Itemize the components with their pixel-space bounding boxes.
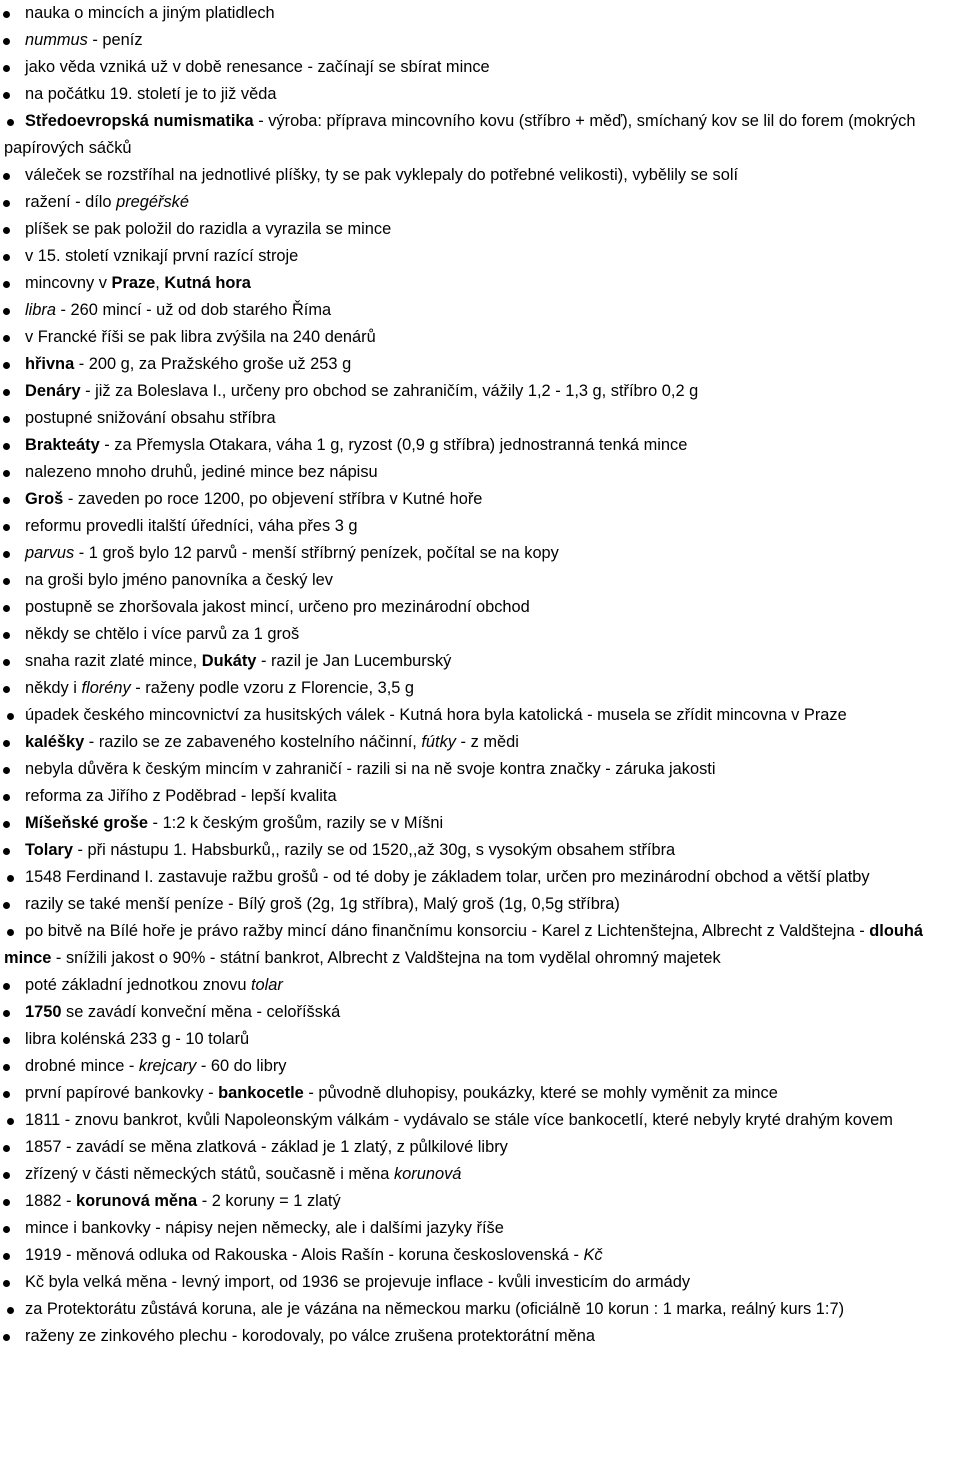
list-item-text: razily se také menší peníze - Bílý groš (2g, 1g stříbra), Malý groš (1g, 0,5g stříbra) [25,895,620,913]
list-item-text: na groši bylo jméno panovníka a český lev [25,571,333,589]
bullet-dot-icon [3,254,10,261]
list-item-text: 1919 - měnová odluka od Rakouska - Alois Rašín - koruna československá - [25,1246,584,1264]
list-item [0,1134,946,1161]
bold-text: kaléšky [25,733,85,751]
list-item [0,891,946,918]
bold-text: Praze [111,274,156,292]
list-item [0,108,946,162]
list-item-text: libra kolénská 233 g - 10 tolarů [25,1030,250,1048]
list-item [0,837,946,864]
bullet-dot-icon [7,119,14,126]
list-item [0,27,946,54]
bullet-dot-icon [3,1226,10,1233]
bullet-dot-icon [3,389,10,396]
list-item [0,594,946,621]
list-item [0,621,946,648]
list-item-text: 1548 Ferdinand I. zastavuje ražbu grošů - od té doby je základem tolar, určen pro mezinárodní obchod a větší platby [25,868,870,886]
list-item [0,486,946,513]
list-item [0,1296,946,1323]
list-item-text: reforma za Jiřího z Poděbrad - lepší kvalita [25,787,337,805]
list-item [0,405,946,432]
list-item [0,54,946,81]
list-item [0,783,946,810]
list-item [0,270,946,297]
list-item-text: první papírové bankovky - [25,1084,219,1102]
bullet-dot-icon [3,227,10,234]
bold-text: Kutná hora [164,274,251,292]
bullet-dot-icon [3,470,10,477]
bullet-dot-icon [7,713,14,720]
italic-text: krejcary [138,1057,197,1075]
list-item [0,1188,946,1215]
list-item-text: - již za Boleslava I., určeny pro obchod se zahraničím, vážily 1,2 - 1,3 g, stříbro 0,2 g [80,382,699,400]
italic-text: parvus [25,544,75,562]
list-item-text: postupně se zhoršovala jakost mincí, určeno pro mezinárodní obchod [25,598,530,616]
bold-text: Míšeňské groše [25,814,148,832]
list-item-text: v 15. století vznikají první razící stroje [25,247,299,265]
list-item-text: někdy se chtělo i více parvů za 1 groš [25,625,300,643]
bold-text: Středoevropská numismatika [25,112,254,130]
list-item-text: - 200 g, za Pražského groše už 253 g [74,355,352,373]
bullet-dot-icon [3,65,10,72]
bullet-dot-icon [3,1253,10,1260]
list-item-text: někdy i [25,679,82,697]
list-item-text: poté základní jednotkou znovu [25,976,251,994]
bullet-dot-icon [3,1091,10,1098]
italic-text: Kč [583,1246,603,1264]
list-item-text: 1857 - zavádí se měna zlatková - základ je 1 zlatý, z půlkilové libry [25,1138,508,1156]
list-item [0,1161,946,1188]
italic-text: fútky [421,733,456,751]
list-item-text: za Protektorátu zůstává koruna, ale je vázána na německou marku (oficiálně 10 korun : 1 marka, reálný kurs 1:7) [25,1300,845,1318]
list-item-text: nalezeno mnoho druhů, jediné mince bez nápisu [25,463,378,481]
list-item [0,459,946,486]
list-item-text: ražení - dílo [25,193,117,211]
list-item-text: drobné mince - [25,1057,139,1075]
list-item-text: - výroba: příprava mincovního kovu (stříbro + měď), smíchaný kov se lil do forem (mokrých papírových sáčků [4,112,916,157]
list-item [0,702,946,729]
list-item [0,1323,946,1350]
bullet-dot-icon [7,929,14,936]
bullet-dot-icon [7,1307,14,1314]
list-item [0,648,946,675]
bullet-dot-icon [3,1145,10,1152]
list-item [0,189,946,216]
list-item-text: úpadek českého mincovnictví za husitských válek - Kutná hora byla katolická - musela se zřídit mincovna v Praze [25,706,847,724]
bold-text: bankocetle [218,1084,304,1102]
bullet-dot-icon [3,902,10,909]
bullet-dot-icon [3,605,10,612]
italic-text: florény [81,679,131,697]
bullet-dot-icon [3,1010,10,1017]
bullet-dot-icon [3,200,10,207]
list-item [0,1026,946,1053]
bullet-dot-icon [3,443,10,450]
list-item-text: postupné snižování obsahu stříbra [25,409,276,427]
list-item [0,243,946,270]
bullet-dot-icon [3,983,10,990]
list-item-text: Kč byla velká měna - levný import, od 1936 se projevuje inflace - kvůli investicím do armády [25,1273,691,1291]
italic-text: pregéřské [116,193,189,211]
bullet-dot-icon [3,362,10,369]
bullet-dot-icon [3,281,10,288]
list-item-text: - 2 koruny = 1 zlatý [197,1192,341,1210]
bold-text: 1750 [25,1003,62,1021]
list-item-text: , [155,274,165,292]
list-item [0,162,946,189]
list-item [0,1215,946,1242]
list-item-text: - při nástupu 1. Habsburků,, razily se od 1520,,až 30g, s vysokým obsahem stříbra [72,841,676,859]
bullet-dot-icon [3,848,10,855]
list-item-text: nauka o mincích a jiným platidlech [25,4,275,22]
list-item-text: - původně dluhopisy, poukázky, které se mohly vyměnit za mince [303,1084,778,1102]
list-item [0,0,946,27]
list-item-text: váleček se rozstříhal na jednotlivé plíšky, ty se pak vyklepaly do potřebné velikosti), vybělily se solí [25,166,739,184]
bullet-dot-icon [3,1172,10,1179]
bullet-dot-icon [3,1037,10,1044]
list-item [0,216,946,243]
list-item-text: - 1:2 k českým grošům, razily se v Míšni [148,814,444,832]
list-item [0,324,946,351]
bullet-dot-icon [3,1064,10,1071]
list-item-text: nebyla důvěra k českým mincím v zahraničí - razili si na ně svoje kontra značky - záruka jakosti [25,760,716,778]
bullet-dot-icon [3,173,10,180]
bullet-dot-icon [3,794,10,801]
bullet-dot-icon [3,767,10,774]
bold-text: dlouhá mince [4,922,923,967]
bullet-dot-icon [3,308,10,315]
list-item-text: - snížili jakost o 90% - státní bankrot, Albrecht z Valdštejna na tom vydělal ohromný majetek [51,949,721,967]
bullet-dot-icon [3,92,10,99]
list-item-text: - z mědi [456,733,519,751]
list-item-text: v Francké říši se pak libra zvýšila na 240 denárů [25,328,376,346]
list-item-text: - za Přemysla Otakara, váha 1 g, ryzost (0,9 g stříbra) jednostranná tenká mince [99,436,688,454]
italic-text: tolar [251,976,283,994]
list-item-text: jako věda vzniká už v době renesance - začínají se sbírat mince [25,58,490,76]
bullet-dot-icon [3,335,10,342]
list-item [0,756,946,783]
list-item-text: - 60 do libry [196,1057,287,1075]
list-item-text: na počátku 19. století je to již věda [25,85,277,103]
list-item [0,675,946,702]
list-item [0,297,946,324]
bullet-dot-icon [3,497,10,504]
bullet-dot-icon [7,1118,14,1125]
list-item [0,81,946,108]
list-item [0,1107,946,1134]
list-item-text: - razilo se ze zabaveného kostelního náčinní, [84,733,422,751]
list-item-text: mincovny v [25,274,112,292]
list-item-text: - razil je Jan Lucemburský [256,652,452,670]
list-item-text: raženy ze zinkového plechu - korodovaly, po válce zrušena protektorátní měna [25,1327,596,1345]
italic-text: libra [25,301,56,319]
bold-text: korunová měna [76,1192,198,1210]
list-item [0,729,946,756]
list-item [0,513,946,540]
bullet-dot-icon [3,11,10,18]
bold-text: Dukáty [201,652,257,670]
list-item [0,918,946,972]
bullet-dot-icon [3,659,10,666]
list-item [0,1080,946,1107]
bold-text: Denáry [25,382,81,400]
list-item-text: po bitvě na Bílé hoře je právo ražby mincí dáno finančnímu konsorciu - Karel z Lichtenštejna, Albrecht z Valdštejna - [25,922,870,940]
list-item-text: reformu provedli italští úředníci, váha přes 3 g [25,517,358,535]
list-item-text: zřízený v části německých států, současně i měna [25,1165,394,1183]
bullet-dot-icon [3,632,10,639]
list-item-text: mince i bankovky - nápisy nejen německy, ale i dalšími jazyky říše [25,1219,504,1237]
bullet-dot-icon [3,416,10,423]
bold-text: hřivna [25,355,75,373]
list-item [0,378,946,405]
bullet-dot-icon [3,38,10,45]
bullet-dot-icon [3,686,10,693]
bullet-dot-icon [3,578,10,585]
list-item [0,1269,946,1296]
italic-text: nummus [25,31,88,49]
bullet-dot-icon [3,1334,10,1341]
bullet-dot-icon [3,821,10,828]
bullet-dot-icon [3,551,10,558]
list-item-text: se zavádí konveční měna - celoříšská [61,1003,341,1021]
list-item-text: - raženy podle vzoru z Florencie, 3,5 g [130,679,415,697]
list-item [0,567,946,594]
bullet-dot-icon [3,1199,10,1206]
list-item-text: - 1 groš bylo 12 parvů - menší stříbrný penízek, počítal se na kopy [74,544,559,562]
list-item-text: - 260 mincí - už od dob starého Říma [55,301,332,319]
list-item [0,999,946,1026]
bold-text: Tolary [25,841,73,859]
bullet-dot-icon [3,740,10,747]
list-item-text: plíšek se pak položil do razidla a vyrazila se mince [25,220,392,238]
list-item [0,1053,946,1080]
list-item-text: - peníz [87,31,143,49]
bullet-dot-icon [7,875,14,882]
list-item [0,432,946,459]
bullet-dot-icon [3,524,10,531]
list-item [0,810,946,837]
list-item [0,351,946,378]
list-item [0,540,946,567]
list-item [0,1242,946,1269]
bold-text: Brakteáty [25,436,100,454]
list-item [0,864,946,891]
bullet-dot-icon [3,1280,10,1287]
list-item [0,972,946,999]
list-item-text: 1811 - znovu bankrot, kvůli Napoleonským válkám - vydávalo se stále více bankocetlí, které nebyly kryté drahým kovem [25,1111,893,1129]
list-item-text: snaha razit zlaté mince, [25,652,202,670]
list-item-text: 1882 - [25,1192,77,1210]
italic-text: korunová [393,1165,462,1183]
list-item-text: - zaveden po roce 1200, po objevení stříbra v Kutné hoře [63,490,483,508]
bold-text: Groš [25,490,64,508]
